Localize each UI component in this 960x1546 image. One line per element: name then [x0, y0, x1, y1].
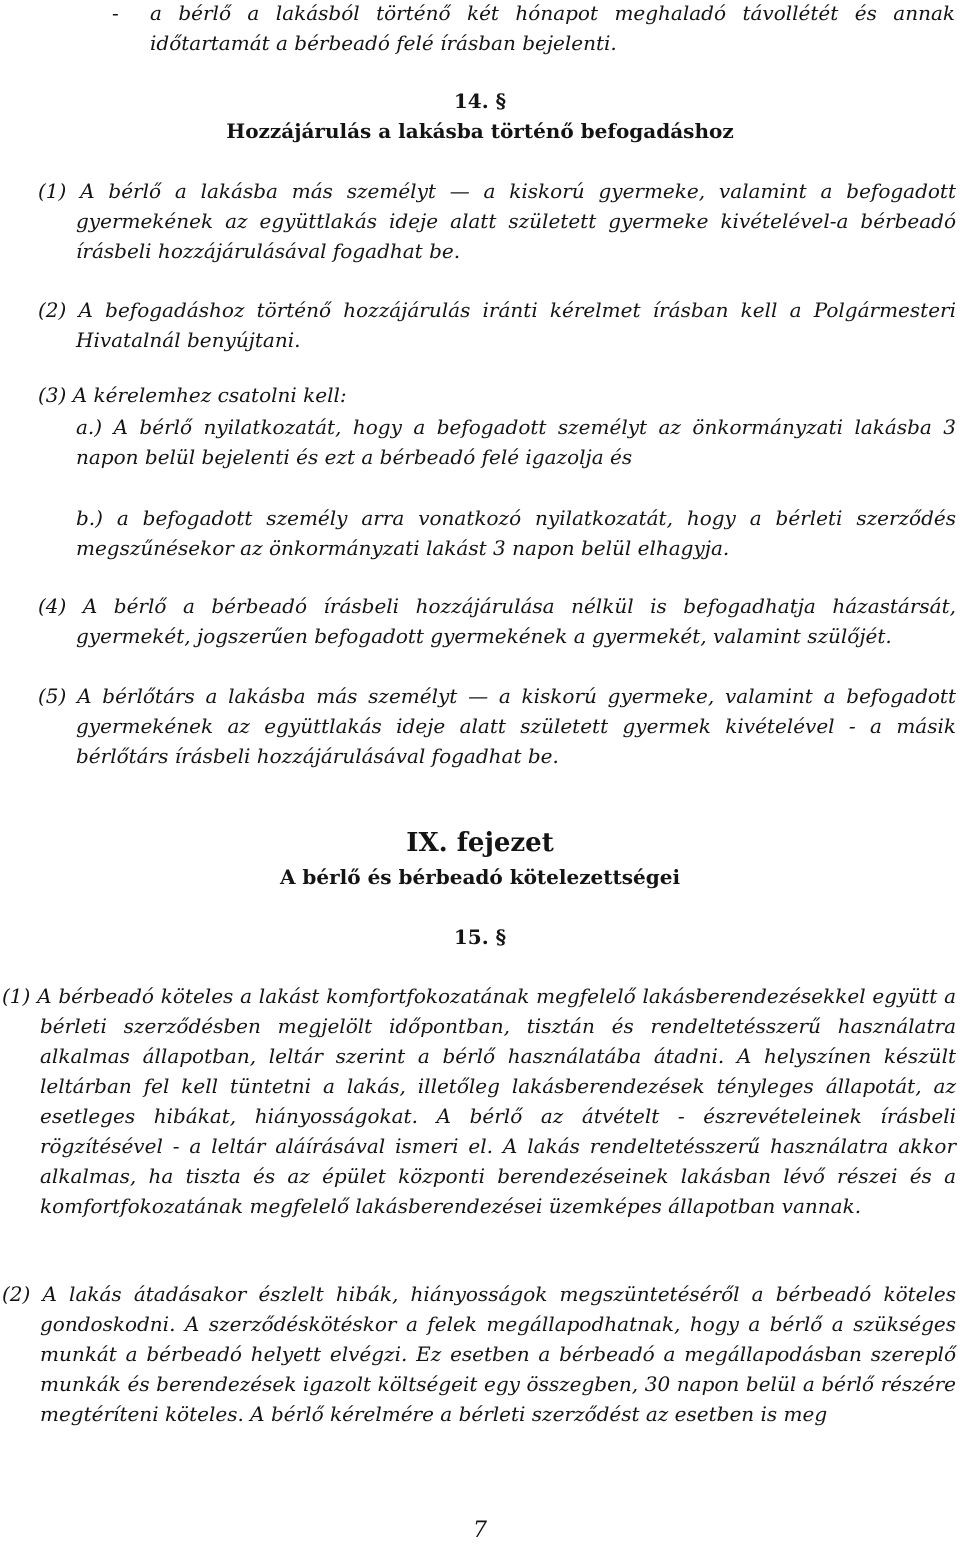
intro-bullet [112, 0, 955, 58]
section-14-paragraph-4: (4) A bérlő a bérbeadó írásbeli hozzájárulása nélkül is befogadhatja házastársát, gyermekét, jogszerűen befogadott gyermekének a gyermekét, valamint szülőjét. [38, 594, 956, 648]
section-15-paragraph-2: (2) A lakás átadásakor észlelt hibák, hiányosságok megszüntetéséről a bérbeadó köteles gondoskodni. A szerződéskötéskor a felek megállapodhatnak, hogy a bérlő a szükséges munkát a bérbeadó helyett elvégzi. Ez esetben a bérbeadó a megállapodásban szereplő munkák és berendezések igazolt költségeit egy összegben, 30 napon belül a bérlő részére megtéríteni köteles. A bérlő kérelmére a bérleti szerződést az esetben is meg [2, 1282, 956, 1426]
section-14-paragraph-1: (1) A bérlő a lakásba más személyt — a kiskorú gyermeke, valamint a befogadott gyermekének az együttlakás ideje alatt született gyermeke kivételével-a bérbeadó írásbeli hozzájárulásával fogadhat be. [38, 179, 956, 263]
section-14-title: Hozzájárulás a lakásba történő befogadáshoz [226, 119, 734, 143]
section-14-item-a: a.) A bérlő nyilatkozatát, hogy a befogadott személyt az önkormányzati lakásba 3 napon belül bejelenti és ezt a bérbeadó felé igazolja és [76, 415, 956, 469]
section-14-number: 14. § [453, 89, 507, 113]
section-15-number: 15. § [453, 925, 507, 949]
page-number: 7 [473, 1518, 487, 1543]
section-14-paragraph-3: (3) A kérelemhez csatolni kell: [38, 383, 347, 407]
section-14-paragraph-5: (5) A bérlőtárs a lakásba más személyt — a kiskorú gyermeke, valamint a befogadott gyermekének az együttlakás ideje alatt született gyermek kivételével - a másik bérlőtárs írásbeli hozzájárulásával fogadhat be. [38, 684, 956, 768]
chapter-number: IX. fejezet [406, 828, 554, 858]
intro-bullet-text: a bérlő a lakásból történő két hónapot meghaladó távollétét és annak időtartamát a bérbeadó felé írásban bejelenti. [150, 1, 955, 55]
bullet-dash: - [112, 1, 119, 25]
chapter-title: A bérlő és bérbeadó kötelezettségei [279, 865, 681, 889]
section-15-paragraph-1: (1) A bérbeadó köteles a lakást komfortfokozatának megfelelő lakásberendezésekkel együtt a bérleti szerződésben megjelölt időpontban, tisztán és rendeltetésszerű használatra alkalmas állapotban, leltár szerint a bérlő használatába átadni. A helyszínen készült leltárban fel kell tüntetni a lakás, illetőleg lakásberendezések tényleges állapotát, az esetleges hibákat, hiányosságokat. A bérlő az átvételt - észrevételeinek írásbeli rögzítésével - a leltár aláírásával ismeri el. A lakás rendeltetésszerű használatra akkor alkalmas, ha tiszta és az épület központi berendezéseinek lakásban lévő részei és a komfortfokozatának megfelelő lakásberendezései üzemképes állapotban vannak. [2, 984, 956, 1218]
section-14-paragraph-2: (2) A befogadáshoz történő hozzájárulás iránti kérelmet írásban kell a Polgármesteri Hivatalnál benyújtani. [38, 298, 956, 352]
section-14-item-b: b.) a befogadott személy arra vonatkozó nyilatkozatát, hogy a bérleti szerződés megszűnésekor az önkormányzati lakást 3 napon belül elhagyja. [76, 506, 956, 560]
